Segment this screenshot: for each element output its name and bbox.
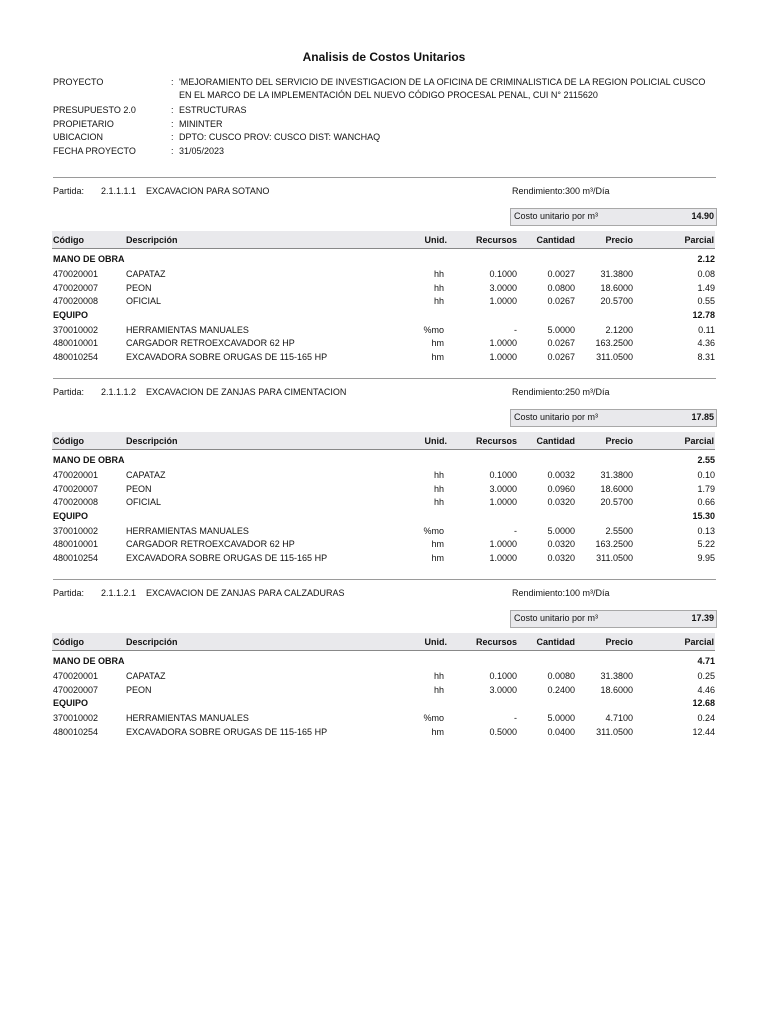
recursos-cell: 0.1000 <box>489 269 517 279</box>
fecha-label: FECHA PROYECTO <box>53 146 136 156</box>
col-descripcion: Descripción <box>126 436 178 446</box>
fecha-value: 31/05/2023 <box>179 146 225 156</box>
proyecto-value-line1: 'MEJORAMIENTO DEL SERVICIO DE INVESTIGACION DE LA OFICINA DE CRIMINALISTICA DE LA REGION POLICIAL CUSCO <box>179 77 706 87</box>
table-header <box>52 633 715 651</box>
cantidad-cell: 5.0000 <box>547 324 575 335</box>
unid-cell: hh <box>433 296 444 306</box>
partida-name: EXCAVACION DE ZANJAS PARA CIMENTACION <box>146 387 347 397</box>
descripcion-cell: EXCAVADORA SOBRE ORUGAS DE 115-165 HP <box>126 552 328 563</box>
col-precio: Precio <box>605 637 633 647</box>
table-row <box>0 282 768 295</box>
partida-label: Partida: <box>53 186 85 196</box>
table-row <box>0 684 768 697</box>
presupuesto-value: ESTRUCTURAS <box>179 105 247 115</box>
parcial-cell: 0.25 <box>697 671 715 681</box>
category-subtotal: 15.30 <box>692 510 715 521</box>
category-row <box>0 454 768 467</box>
recursos-cell: 1.0000 <box>489 539 517 549</box>
col-unid: Unid. <box>424 436 447 446</box>
proyecto-label: PROYECTO <box>53 77 104 87</box>
parcial-cell: 5.22 <box>697 539 715 549</box>
descripcion-cell: HERRAMIENTAS MANUALES <box>126 713 249 723</box>
descripcion-cell: CAPATAZ <box>126 470 166 480</box>
col-recursos: Recursos <box>475 637 517 647</box>
colon: : <box>171 146 174 156</box>
rendimiento: Rendimiento:300 m³/Día <box>512 186 610 196</box>
unit-cost-value: 14.90 <box>691 211 714 221</box>
precio-cell: 18.6000 <box>600 483 633 494</box>
propietario-value: MININTER <box>179 119 223 129</box>
col-descripcion: Descripción <box>126 637 178 647</box>
category-label: EQUIPO <box>53 698 89 708</box>
cantidad-cell: 0.0320 <box>547 497 575 507</box>
ubicacion-label: UBICACION <box>53 132 104 142</box>
table-row <box>0 552 768 565</box>
precio-cell: 4.7100 <box>605 713 633 723</box>
codigo-cell: 470020008 <box>53 296 99 306</box>
partida-name: EXCAVACION DE ZANJAS PARA CALZADURAS <box>146 588 345 598</box>
recursos-cell: 1.0000 <box>489 296 517 306</box>
col-recursos: Recursos <box>475 436 517 446</box>
parcial-cell: 0.11 <box>698 324 715 335</box>
category-row <box>0 253 768 266</box>
precio-cell: 311.0500 <box>596 552 633 563</box>
parcial-cell: 0.24 <box>697 713 715 723</box>
recursos-cell: - <box>514 713 517 723</box>
category-label: MANO DE OBRA <box>53 656 125 666</box>
codigo-cell: 470020008 <box>53 497 99 507</box>
unit-cost-box <box>510 208 717 226</box>
table-header <box>52 432 715 450</box>
descripcion-cell: CAPATAZ <box>126 671 166 681</box>
partida-code: 2.1.1.1.1 <box>101 186 137 196</box>
descripcion-cell: PEON <box>126 684 152 695</box>
unid-cell: %mo <box>423 713 444 723</box>
category-subtotal: 4.71 <box>697 656 715 666</box>
ubicacion-value: DPTO: CUSCO PROV: CUSCO DIST: WANCHAQ <box>179 132 381 142</box>
codigo-cell: 470020001 <box>53 671 99 681</box>
unid-cell: hm <box>431 539 444 549</box>
col-codigo: Código <box>53 235 84 245</box>
unid-cell: hh <box>433 269 444 279</box>
precio-cell: 18.6000 <box>600 282 633 293</box>
descripcion-cell: PEON <box>126 483 152 494</box>
category-row <box>0 655 768 668</box>
partida-block <box>0 378 768 578</box>
unit-cost-value: 17.39 <box>691 613 714 623</box>
unid-cell: %mo <box>423 324 444 335</box>
cantidad-cell: 0.0027 <box>547 269 575 279</box>
cantidad-cell: 5.0000 <box>547 525 575 536</box>
unid-cell: hh <box>433 483 444 494</box>
unit-cost-label: Costo unitario por m³ <box>514 613 599 623</box>
cantidad-cell: 0.0032 <box>547 470 575 480</box>
parcial-cell: 0.10 <box>697 470 715 480</box>
presupuesto-label: PRESUPUESTO 2.0 <box>53 105 136 115</box>
precio-cell: 31.3800 <box>600 671 633 681</box>
col-recursos: Recursos <box>475 235 517 245</box>
category-subtotal: 12.68 <box>692 698 715 708</box>
colon: : <box>171 132 174 142</box>
unid-cell: %mo <box>423 525 444 536</box>
precio-cell: 20.5700 <box>600 296 633 306</box>
cantidad-cell: 0.0267 <box>547 338 575 348</box>
table-row <box>0 538 768 551</box>
partida-name: EXCAVACION PARA SOTANO <box>146 186 270 196</box>
codigo-cell: 470020001 <box>53 470 99 480</box>
colon: : <box>171 119 174 129</box>
category-label: MANO DE OBRA <box>53 455 125 465</box>
descripcion-cell: PEON <box>126 282 152 293</box>
section-divider <box>53 579 716 580</box>
codigo-cell: 370010002 <box>53 525 99 536</box>
descripcion-cell: CARGADOR RETROEXCAVADOR 62 HP <box>126 338 295 348</box>
category-row <box>0 697 768 710</box>
codigo-cell: 480010001 <box>53 539 99 549</box>
descripcion-cell: CARGADOR RETROEXCAVADOR 62 HP <box>126 539 295 549</box>
codigo-cell: 470020001 <box>53 269 99 279</box>
category-label: EQUIPO <box>53 510 89 521</box>
category-label: MANO DE OBRA <box>53 254 125 264</box>
col-codigo: Código <box>53 637 84 647</box>
unit-cost-value: 17.85 <box>691 412 714 422</box>
col-precio: Precio <box>605 436 633 446</box>
colon: : <box>171 105 174 115</box>
parcial-cell: 4.36 <box>697 338 715 348</box>
precio-cell: 20.5700 <box>600 497 633 507</box>
col-parcial: Parcial <box>684 235 714 245</box>
parcial-cell: 0.66 <box>697 497 715 507</box>
proyecto-value-line2: EN EL MARCO DE LA IMPLEMENTACIÓN DEL NUEVO CÓDIGO PROCESAL PENAL, CUI N° 2115620 <box>179 90 598 100</box>
descripcion-cell: CAPATAZ <box>126 269 166 279</box>
col-unid: Unid. <box>424 637 447 647</box>
descripcion-cell: OFICIAL <box>126 296 162 306</box>
descripcion-cell: HERRAMIENTAS MANUALES <box>126 525 249 536</box>
category-subtotal: 2.55 <box>697 455 715 465</box>
category-row <box>0 510 768 523</box>
partida-block <box>0 177 768 377</box>
parcial-cell: 0.13 <box>697 525 715 536</box>
codigo-cell: 370010002 <box>53 324 99 335</box>
parcial-cell: 4.46 <box>697 684 715 695</box>
recursos-cell: 1.0000 <box>489 351 517 362</box>
parcial-cell: 9.95 <box>697 552 715 563</box>
table-row <box>0 496 768 509</box>
col-codigo: Código <box>53 436 84 446</box>
codigo-cell: 480010254 <box>53 726 99 737</box>
recursos-cell: 0.1000 <box>489 470 517 480</box>
table-row <box>0 351 768 364</box>
table-row <box>0 324 768 337</box>
recursos-cell: 1.0000 <box>489 552 517 563</box>
cantidad-cell: 0.0400 <box>547 726 575 737</box>
col-cantidad: Cantidad <box>536 235 575 245</box>
col-parcial: Parcial <box>684 436 714 446</box>
recursos-cell: 3.0000 <box>489 684 517 695</box>
unid-cell: hh <box>433 470 444 480</box>
col-parcial: Parcial <box>684 637 714 647</box>
cantidad-cell: 0.0267 <box>547 351 575 362</box>
parcial-cell: 0.55 <box>697 296 715 306</box>
precio-cell: 18.6000 <box>600 684 633 695</box>
codigo-cell: 370010002 <box>53 713 99 723</box>
rendimiento: Rendimiento:250 m³/Día <box>512 387 610 397</box>
unit-cost-label: Costo unitario por m³ <box>514 412 599 422</box>
category-row <box>0 309 768 322</box>
cantidad-cell: 0.0267 <box>547 296 575 306</box>
table-row <box>0 268 768 281</box>
unid-cell: hh <box>433 684 444 695</box>
parcial-cell: 8.31 <box>697 351 715 362</box>
unid-cell: hh <box>433 497 444 507</box>
recursos-cell: - <box>514 324 517 335</box>
recursos-cell: 1.0000 <box>489 497 517 507</box>
precio-cell: 2.5500 <box>605 525 633 536</box>
rendimiento: Rendimiento:100 m³/Día <box>512 588 610 598</box>
table-row <box>0 712 768 725</box>
codigo-cell: 470020007 <box>53 684 99 695</box>
descripcion-cell: HERRAMIENTAS MANUALES <box>126 324 249 335</box>
table-row <box>0 670 768 683</box>
unid-cell: hm <box>431 552 444 563</box>
section-divider <box>53 378 716 379</box>
precio-cell: 31.3800 <box>600 269 633 279</box>
precio-cell: 311.0500 <box>596 726 633 737</box>
unit-cost-box <box>510 610 717 628</box>
table-row <box>0 726 768 739</box>
section-divider <box>53 177 716 178</box>
unid-cell: hh <box>433 671 444 681</box>
cantidad-cell: 5.0000 <box>547 713 575 723</box>
parcial-cell: 0.08 <box>697 269 715 279</box>
category-label: EQUIPO <box>53 309 89 320</box>
precio-cell: 163.2500 <box>595 338 633 348</box>
descripcion-cell: EXCAVADORA SOBRE ORUGAS DE 115-165 HP <box>126 726 328 737</box>
cantidad-cell: 0.0320 <box>547 539 575 549</box>
codigo-cell: 470020007 <box>53 282 99 293</box>
partida-label: Partida: <box>53 588 85 598</box>
unid-cell: hm <box>431 351 444 362</box>
cantidad-cell: 0.0960 <box>547 483 575 494</box>
recursos-cell: 1.0000 <box>489 338 517 348</box>
codigo-cell: 480010001 <box>53 338 99 348</box>
descripcion-cell: OFICIAL <box>126 497 162 507</box>
table-row <box>0 525 768 538</box>
partida-code: 2.1.1.1.2 <box>101 387 137 397</box>
partida-code: 2.1.1.2.1 <box>101 588 137 598</box>
codigo-cell: 480010254 <box>53 552 99 563</box>
col-cantidad: Cantidad <box>536 436 575 446</box>
col-precio: Precio <box>605 235 633 245</box>
cantidad-cell: 0.0320 <box>547 552 575 563</box>
recursos-cell: 3.0000 <box>489 282 517 293</box>
col-descripcion: Descripción <box>126 235 178 245</box>
codigo-cell: 480010254 <box>53 351 99 362</box>
precio-cell: 2.1200 <box>605 324 633 335</box>
recursos-cell: 3.0000 <box>489 483 517 494</box>
cantidad-cell: 0.2400 <box>547 684 575 695</box>
recursos-cell: - <box>514 525 517 536</box>
table-header <box>52 231 715 249</box>
unit-cost-box <box>510 409 717 427</box>
precio-cell: 31.3800 <box>600 470 633 480</box>
page-title: Analisis de Costos Unitarios <box>302 50 466 64</box>
precio-cell: 163.2500 <box>595 539 633 549</box>
parcial-cell: 1.79 <box>697 483 715 494</box>
table-row <box>0 295 768 308</box>
parcial-cell: 12.44 <box>692 726 715 737</box>
unid-cell: hh <box>433 282 444 293</box>
col-cantidad: Cantidad <box>536 637 575 647</box>
partida-block <box>0 579 768 779</box>
unid-cell: hm <box>431 338 444 348</box>
recursos-cell: 0.1000 <box>489 671 517 681</box>
category-subtotal: 2.12 <box>697 254 715 264</box>
precio-cell: 311.0500 <box>596 351 633 362</box>
table-row <box>0 469 768 482</box>
unit-cost-label: Costo unitario por m³ <box>514 211 599 221</box>
table-row <box>0 483 768 496</box>
cantidad-cell: 0.0080 <box>547 671 575 681</box>
unid-cell: hm <box>431 726 444 737</box>
table-row <box>0 337 768 350</box>
propietario-label: PROPIETARIO <box>53 119 114 129</box>
cantidad-cell: 0.0800 <box>547 282 575 293</box>
category-subtotal: 12.78 <box>692 309 715 320</box>
parcial-cell: 1.49 <box>697 282 715 293</box>
colon: : <box>171 77 174 87</box>
recursos-cell: 0.5000 <box>489 726 517 737</box>
descripcion-cell: EXCAVADORA SOBRE ORUGAS DE 115-165 HP <box>126 351 328 362</box>
col-unid: Unid. <box>424 235 447 245</box>
partida-label: Partida: <box>53 387 85 397</box>
codigo-cell: 470020007 <box>53 483 99 494</box>
